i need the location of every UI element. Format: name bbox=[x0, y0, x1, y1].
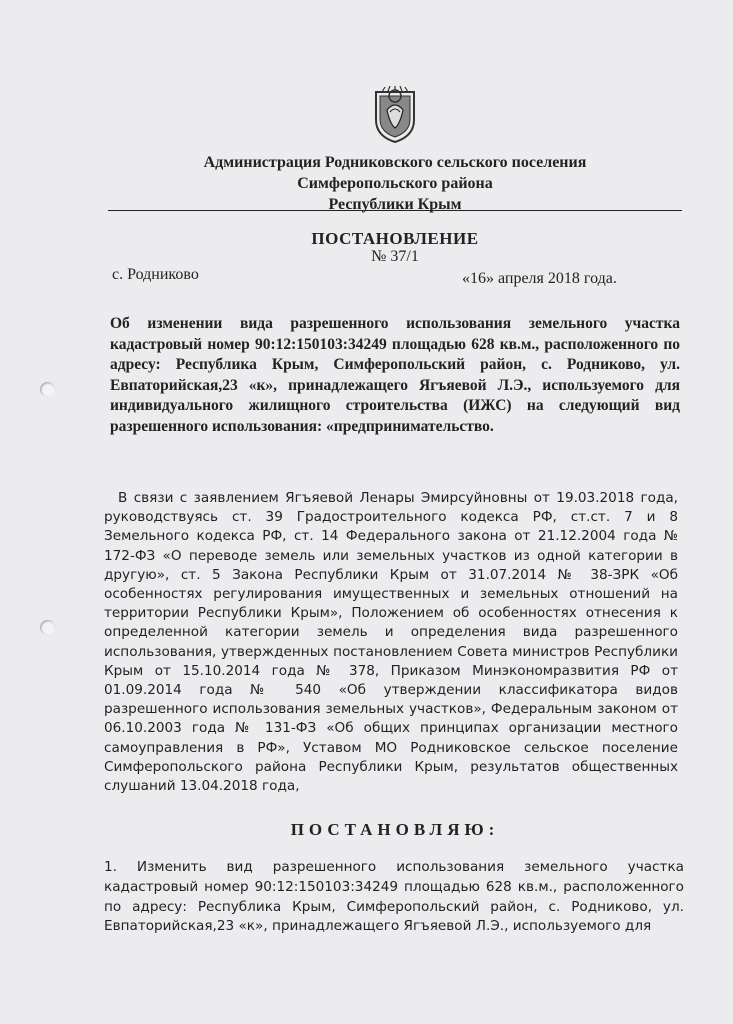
document-subject: Об изменении вида разрешенного использования земельного участка кадастровый номер 90:12:150103:34249 площадью 628 кв.м., расположенного по адресу: Республика Крым, Симферопольский район, с. Родниково, ул. Евпаторийская,23 «к», принадлежащего Ягъяевой Л.Э., используемого для индивидуального жилищного строительства (ИЖС) на следующий вид разрешенного использования: «предпринимательство. bbox=[110, 315, 680, 435]
resolution-item-1: 1. Изменить вид разрешенного использования земельного участка кадастровый номер 90:12:150103:34249 площадью 628 кв.м., расположенного по адресу: Республика Крым, Симферопольский район, с. Родниково, ул. Евпаторийская,23 «к», принадлежащего Ягъяевой Л.Э., используемого для bbox=[104, 859, 684, 935]
authority-line-3: Республики Крым bbox=[328, 196, 462, 213]
binder-hole-bottom bbox=[40, 620, 55, 635]
crimea-emblem-icon bbox=[372, 86, 418, 144]
document-place: с. Родниково bbox=[112, 266, 199, 283]
document-title: ПОСТАНОВЛЕНИЕ bbox=[311, 229, 479, 248]
binder-hole-top bbox=[40, 382, 55, 397]
issuing-authority-header bbox=[100, 152, 690, 215]
preamble-paragraph: В связи с заявлением Ягъяевой Ленары Эмирсуйновны от 19.03.2018 года, руководствуясь ст. 39 Градостроительного кодекса РФ, ст.ст. 7 и 8 Земельного кодекса РФ, ст. 14 Федерального закона от 21.12.2004 года № 172-ФЗ «О переводе земель или земельных участков из одной категории в другую», ст. 5 Закона Республики Крым от 31.07.2014 № 38-ЗРК «Об особенностях регулирования имущественных и земельных отношений на территории Республики Крым», Положением об особенностях отнесения к определенной категории земель и определения вида разрешенного использования, утвержденных постановлением Совета министров Республики Крым от 15.10.2014 года № 378, Приказом Минэкономразвития РФ от 01.09.2014 года № 540 «Об утверждении классификатора видов разрешенного использования земельных участков», Федеральным законом от 06.10.2003 года № 131-ФЗ «Об общих принципах организации местного самоуправления в РФ», Уставом МО Родниковское сельское поселение Симферопольского района Республики Крым, результатов общественных слушаний 13.04.2018 года, bbox=[104, 490, 678, 795]
authority-line-1: Администрация Родниковского сельского поселения bbox=[203, 154, 587, 171]
authority-line-2: Симферопольского района bbox=[297, 175, 493, 192]
document-date: «16» апреля 2018 года. bbox=[462, 270, 617, 287]
document-number: № 37/1 bbox=[371, 248, 419, 265]
header-divider bbox=[108, 210, 682, 211]
resolve-heading: ПОСТАНОВЛЯЮ: bbox=[290, 820, 500, 839]
